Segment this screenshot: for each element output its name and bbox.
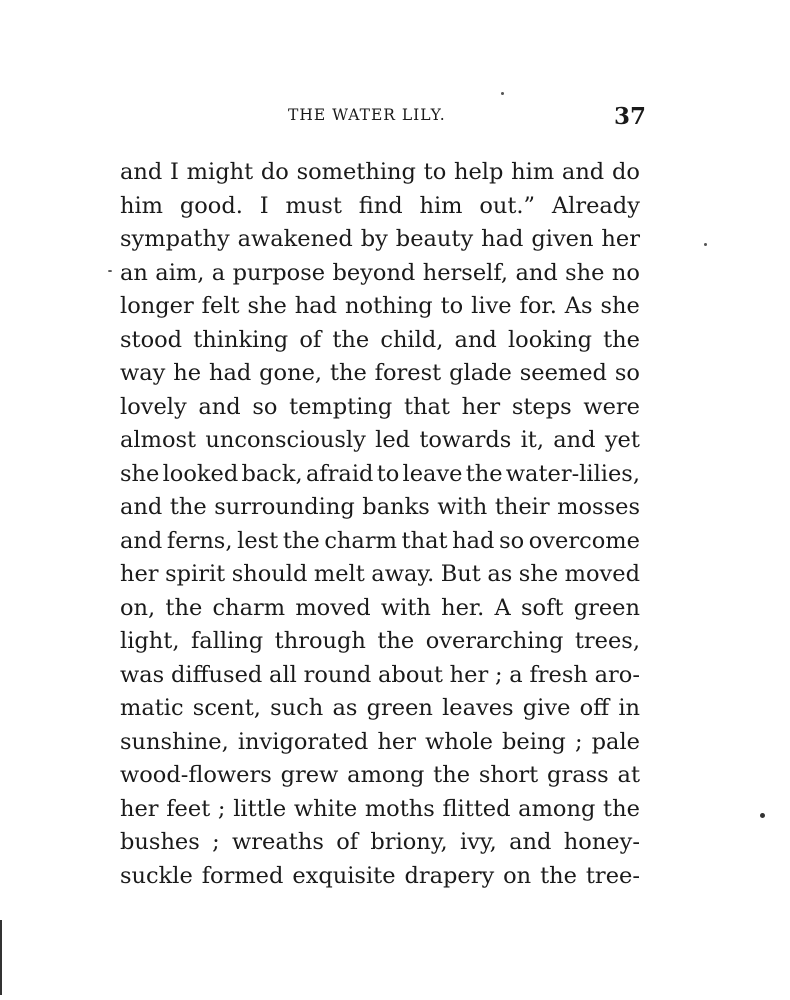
text-line: suckle formed exquisite drapery on the tree- — [120, 862, 640, 889]
text-line: was diffused all round about her ; a fresh aro- — [120, 661, 640, 688]
text-line: and the surrounding banks with their mosses — [120, 494, 640, 520]
body-text — [120, 156, 640, 893]
text-line: lovely and so tempting that her steps were — [120, 393, 640, 420]
text-line: sunshine, invigorated her whole being ; pale — [120, 728, 640, 755]
page-header — [0, 103, 790, 136]
text-line: bushes ; wreaths of briony, ivy, and honey- — [120, 829, 640, 855]
paper-speck — [704, 243, 707, 246]
text-line: stood thinking of the child, and looking the — [120, 326, 640, 353]
text-line: him good. I must find him out.” Already — [120, 192, 640, 219]
running-title: THE WATER LILY. — [288, 106, 446, 124]
text-line: she looked back, afraid to leave the water-lilies, — [120, 460, 640, 487]
text-line: and ferns, lest the charm that had so overcome — [120, 527, 640, 554]
text-line: wood-flowers grew among the short grass at — [120, 762, 640, 788]
text-line: way he had gone, the forest glade seemed so — [120, 360, 640, 386]
text-line: light, falling through the overarching trees, — [120, 628, 640, 654]
paper-speck — [760, 813, 765, 818]
text-line: almost unconsciously led towards it, and yet — [120, 427, 640, 453]
paper-speck — [501, 92, 504, 95]
text-line: her feet ; little white moths flitted among the — [120, 795, 640, 822]
text-line: an aim, a purpose beyond herself, and she no — [120, 259, 640, 286]
text-line: and I might do something to help him and do — [120, 159, 640, 185]
text-line: on, the charm moved with her. A soft green — [120, 594, 640, 621]
text-line: longer felt she had nothing to live for. As she — [120, 293, 640, 319]
paper-speck — [108, 270, 112, 272]
text-line: her spirit should melt away. But as she moved — [120, 561, 640, 587]
scan-edge-mark — [0, 920, 2, 995]
page-number: 37 — [614, 103, 647, 130]
text-line: sympathy awakened by beauty had given her — [120, 226, 640, 252]
text-line: matic scent, such as green leaves give off in — [120, 695, 640, 721]
